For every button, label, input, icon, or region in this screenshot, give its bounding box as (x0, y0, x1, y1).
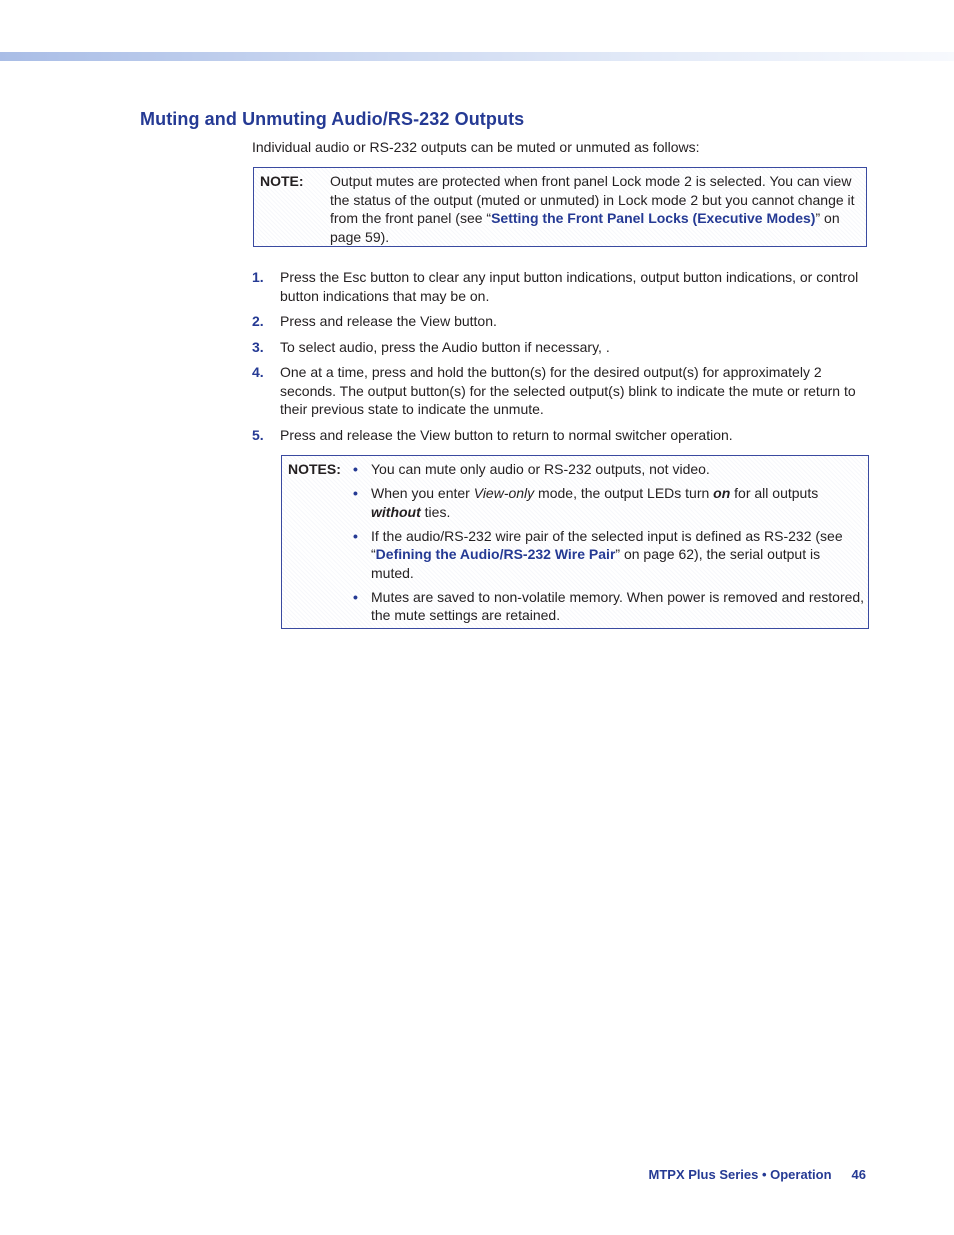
section-heading: Muting and Unmuting Audio/RS-232 Outputs (140, 109, 525, 129)
step-item (252, 312, 864, 331)
step-item (252, 338, 864, 357)
note-text-before: Output mutes are protected when front panel Lock mode 2 is selected. You can view the status of the output (muted or unmuted) in Lock mode 2 but you cannot change it from the front panel (see “ (330, 173, 855, 226)
text-run: ties. (420, 503, 451, 520)
note-text-after: ” on page 59). (330, 210, 840, 245)
page-footer (649, 1167, 866, 1182)
step-number: 2. (252, 313, 264, 329)
step-text: Press and release the View button. (280, 313, 497, 329)
notes-item-text (371, 485, 818, 520)
intro-text: Individual audio or RS-232 outputs can be muted or unmuted as follows: (252, 139, 700, 155)
text-run: mode, the output LEDs turn (534, 485, 714, 501)
notes-item (353, 588, 865, 625)
bullet-icon: • (353, 527, 358, 544)
bullet-icon: • (353, 485, 358, 501)
notes-item-text (371, 528, 843, 581)
step-item (252, 268, 864, 305)
text-run: ” on page 62), the serial output is muted. (371, 546, 821, 581)
notes-item-text: You can mute only audio or RS-232 outputs, not video. (371, 461, 710, 477)
step-text: Press the Esc button to clear any input button indications, output button indications, or control button indications that may be on. (280, 269, 859, 304)
note-text (330, 172, 858, 246)
emphasis-on: on (713, 485, 731, 501)
step-number: 5. (252, 426, 264, 443)
notes-item (353, 460, 865, 479)
notes-item-text: Mutes are saved to non-volatile memory. When power is removed and restored, the mute settings are retained. (371, 588, 865, 623)
step-item (252, 363, 864, 419)
step-item (252, 426, 864, 445)
notes-box (281, 455, 869, 629)
notes-label: NOTES: (288, 461, 341, 477)
step-number: 4. (252, 364, 264, 380)
text-run: When you enter (371, 485, 474, 501)
page-number: 46 (851, 1167, 866, 1182)
step-text: One at a time, press and hold the button(s) for the desired output(s) for approximately 2 seconds. The output button(s) for the selected output(s) blink to indicate the mute or return to their previous state to indicate the unmute. (280, 364, 856, 417)
step-number: 1. (252, 269, 264, 285)
bullet-icon: • (353, 588, 358, 605)
step-text: Press and release the View button to return to normal switcher operation. (280, 426, 733, 443)
emphasis-without: without (371, 503, 421, 520)
text-run: If the audio/RS-232 wire pair of the selected input is defined as RS-232 (see “ (371, 527, 843, 562)
step-text: To select audio, press the Audio button if necessary, . (280, 338, 610, 355)
view-only-term: View-only (473, 485, 535, 501)
footer-title: MTPX Plus Series • Operation (648, 1167, 832, 1182)
note-link-front-panel-locks[interactable]: Setting the Front Panel Locks (Executive Modes) (491, 210, 816, 226)
step-number: 3. (252, 338, 264, 355)
notes-item (353, 484, 865, 521)
notes-list (353, 460, 865, 630)
steps-list (252, 268, 864, 451)
note-label: NOTE: (260, 173, 304, 189)
header-gradient-bar (0, 52, 954, 61)
bullet-icon: • (353, 461, 358, 477)
notes-item (353, 527, 865, 583)
note-box (253, 167, 867, 247)
notes-link-wire-pair[interactable]: Defining the Audio/RS-232 Wire Pair (375, 546, 616, 562)
text-run: for all outputs (730, 485, 819, 501)
